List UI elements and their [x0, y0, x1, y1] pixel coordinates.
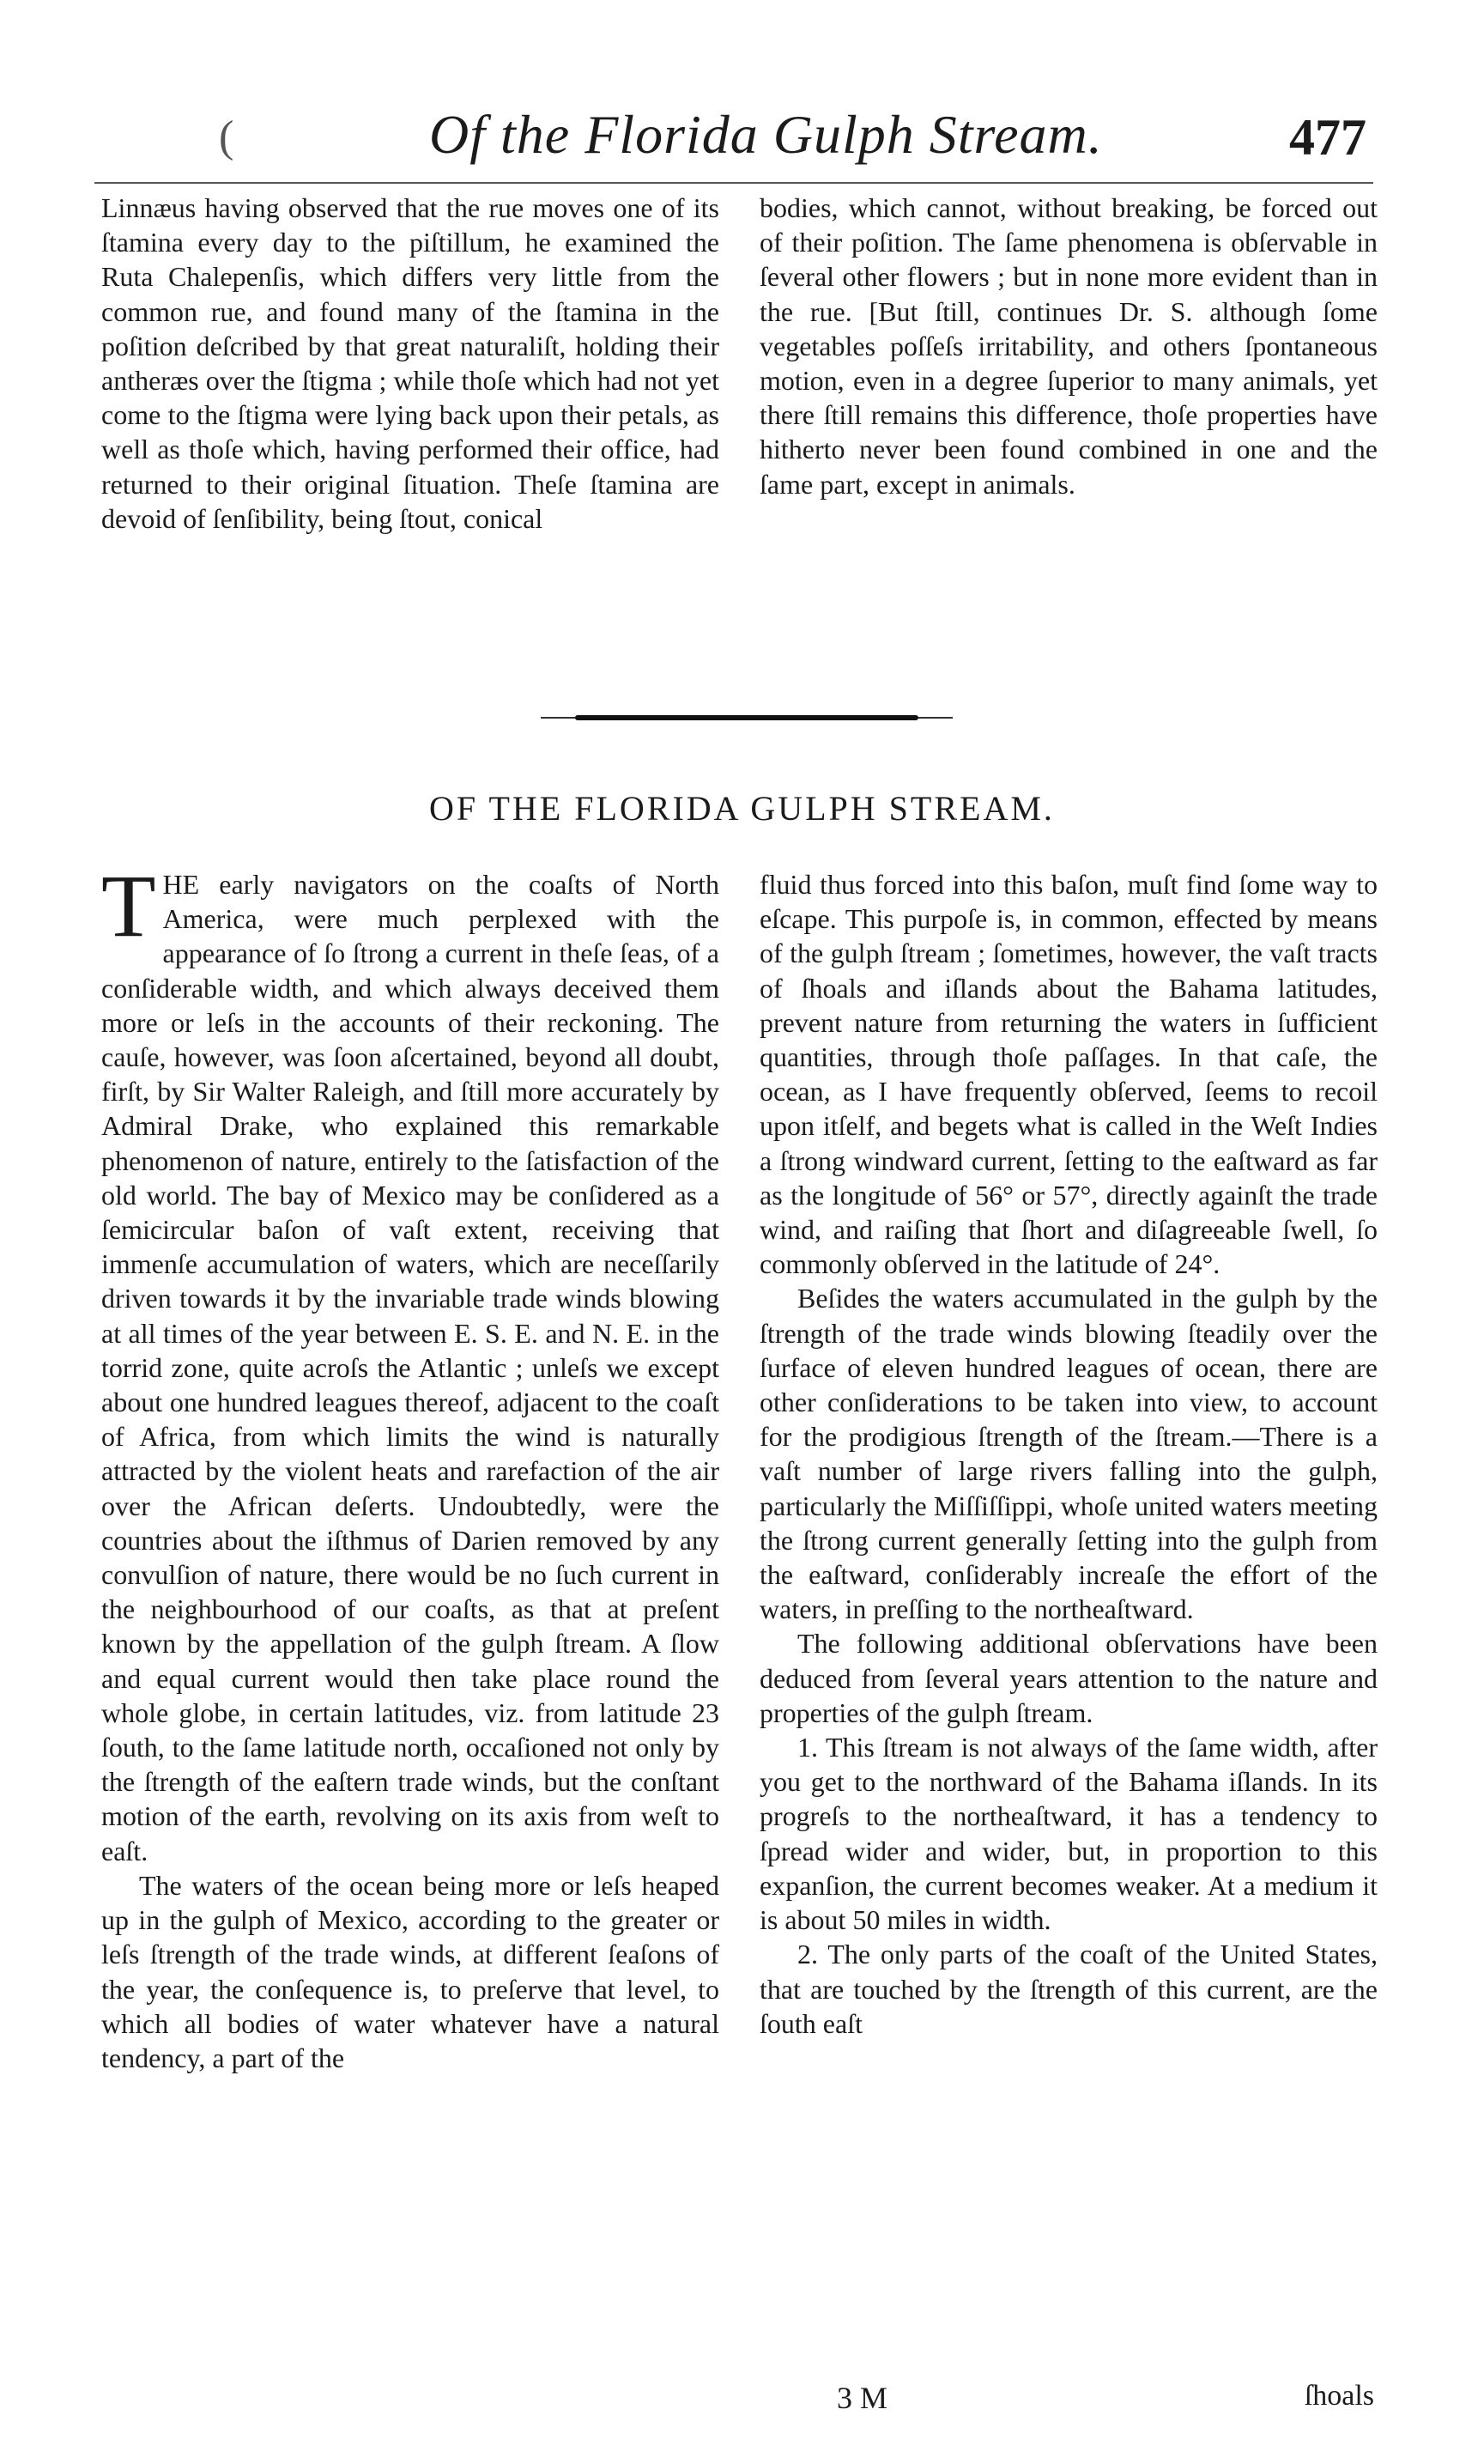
header-rule — [94, 182, 1373, 184]
catchword: ſhoals — [1304, 2380, 1374, 2412]
paragraph-fluid: fluid thus forced into this baſon, muſt find ſome way to eſcape. This purpoſe is, in common, effected by means of the gulph ſtream ; ſometimes, however, the vaſt tracts of ſhoals and iſlands about the Bahama latitudes, prevent nature from returning the waters in ſufficient quantities, through thoſe paſſages. In that caſe, the ocean, as I have frequently obſerved, ſeems to recoil upon itſelf, and begets what is called in the Weſt Indies a ſtrong windward current, ſetting to the eaſtward as far as the longitude of 56° or 57°, directly againſt the trade wind, and raiſing that ſhort and diſagreeable ſwell, ſo commonly obſerved in the latitude of 24°. — [760, 869, 1378, 1280]
top-right-paragraph: bodies, which cannot, without breaking, be forced out of their poſition. The ſame phenomena is obſervable in ſeveral other flowers ; but in none more evident than in the rue. [But ſtill, continues Dr. S. although ſome vegetables poſſeſs irritability, and others ſpontaneous motion, even in a degree ſuperior to many animals, yet there ſtill remains this difference, thoſe properties have hitherto never been found combined in one and the ſame part, except in animals. — [760, 192, 1378, 500]
printer-signature: 3 M — [837, 2381, 888, 2415]
paragraph-observations: The following additional obſervations have been deduced from ſeveral years attention to the nature and properties of the gulph ſtream. — [760, 1628, 1378, 1728]
paragraph-point-1: 1. This ſtream is not always of the ſame width, after you get to the northward of the Bahama iſlands. In its progreſs to the northeaſtward, it has a tendency to ſpread wider and wider, but, in proportion to this expanſion, the current becomes weaker. At a medium it is about 50 miles in width. — [760, 1732, 1378, 1936]
page-number: 477 — [1289, 109, 1366, 166]
paragraph-point-2: 2. The only parts of the coaſt of the United States, that are touched by the ſtrength of this current, are the ſouth eaſt — [760, 1939, 1378, 2039]
paragraph-waters: The waters of the ocean being more or leſs heaped up in the gulph of Mexico, according to the greater or leſs ſtrength of the trade winds, at different ſeaſons of the year, the conſequence is, to preſerve that level, to which all bodies of water whatever have a natural tendency, a part of the — [101, 1869, 719, 2073]
left-column — [101, 857, 719, 2075]
margin-mark: ( — [219, 112, 234, 161]
paragraph-intro: THE early navigators on the coaſts of North America, were much perplexed with the appearance of ſo ſtrong a current in theſe ſeas, of a conſiderable width, and which always deceived them more or leſs in the accounts of their reckoning. The cauſe, however, was ſoon aſcertained, beyond all doubt, firſt, by Sir Walter Raleigh, and ſtill more accurately by Admiral Drake, who explained this remarkable phenomenon of nature, entirely to the ſatisfaction of the old world. The bay of Mexico may be conſidered as a ſemicircular baſon of vaſt extent, receiving that immenſe accumulation of waters, which are neceſſarily driven towards it by the invariable trade winds blowing at all times of the year between E. S. E. and N. E. in the torrid zone, quite acroſs the Atlantic ; unleſs we except about one hundred leagues thereof, adjacent to the coaſt of Africa, from which limits the wind is naturally attracted by the violent heats and rarefaction of the air over the African deſerts. Undoubtedly, were the countries about the iſthmus of Darien removed by any convulſion of nature, there would be no ſuch current in the neighbourhood of our coaſts, as that at preſent known by the appellation of the gulph ſtream. A ſlow and equal current would then take place round the whole globe, in certain latitudes, viz. from latitude 23 ſouth, to the ſame latitude north, occaſioned not only by the ſtrength of the eaſtern trade winds, but the conſtant motion of the earth, revolving on its axis from weſt to eaſt. — [101, 857, 719, 1866]
top-right-column — [760, 191, 1378, 501]
article-title: OF THE FLORIDA GULPH STREAM. — [429, 789, 1055, 828]
right-column — [760, 867, 1378, 2041]
top-left-column — [101, 191, 719, 536]
section-separator — [541, 713, 953, 723]
separator-thick-line — [575, 715, 918, 720]
top-left-paragraph: Linnæus having observed that the rue moves one of its ſtamina every day to the piſtillum, he examined the Ruta Chalepenſis, which differs very little from the common rue, and found many of the ſtamina in the poſition deſcribed by that great naturaliſt, holding their antheræs over the ſtigma ; while thoſe which had not yet come to the ſtigma were lying back upon their petals, as well as thoſe which, having performed their office, had returned to their original ſituation. Theſe ſtamina are devoid of ſenſibility, being ſtout, conical — [101, 192, 719, 534]
running-head — [94, 103, 1373, 172]
paragraph-besides: Beſides the waters accumulated in the gulph by the ſtrength of the trade winds blowing ſteadily over the ſurface of eleven hundred leagues of ocean, there are other conſiderations to be taken into view, to account for the prodigious ſtrength of the ſtream.—There is a vaſt number of large rivers falling into the gulph, particularly the Miſſiſſippi, whoſe united waters meeting the ſtrong current generally ſetting into the gulph from the eaſtward, conſiderably increaſe the effort of the waters, in preſſing to the northeaſtward. — [760, 1283, 1378, 1625]
running-title: Of the Florida Gulph Stream. — [429, 104, 1103, 165]
